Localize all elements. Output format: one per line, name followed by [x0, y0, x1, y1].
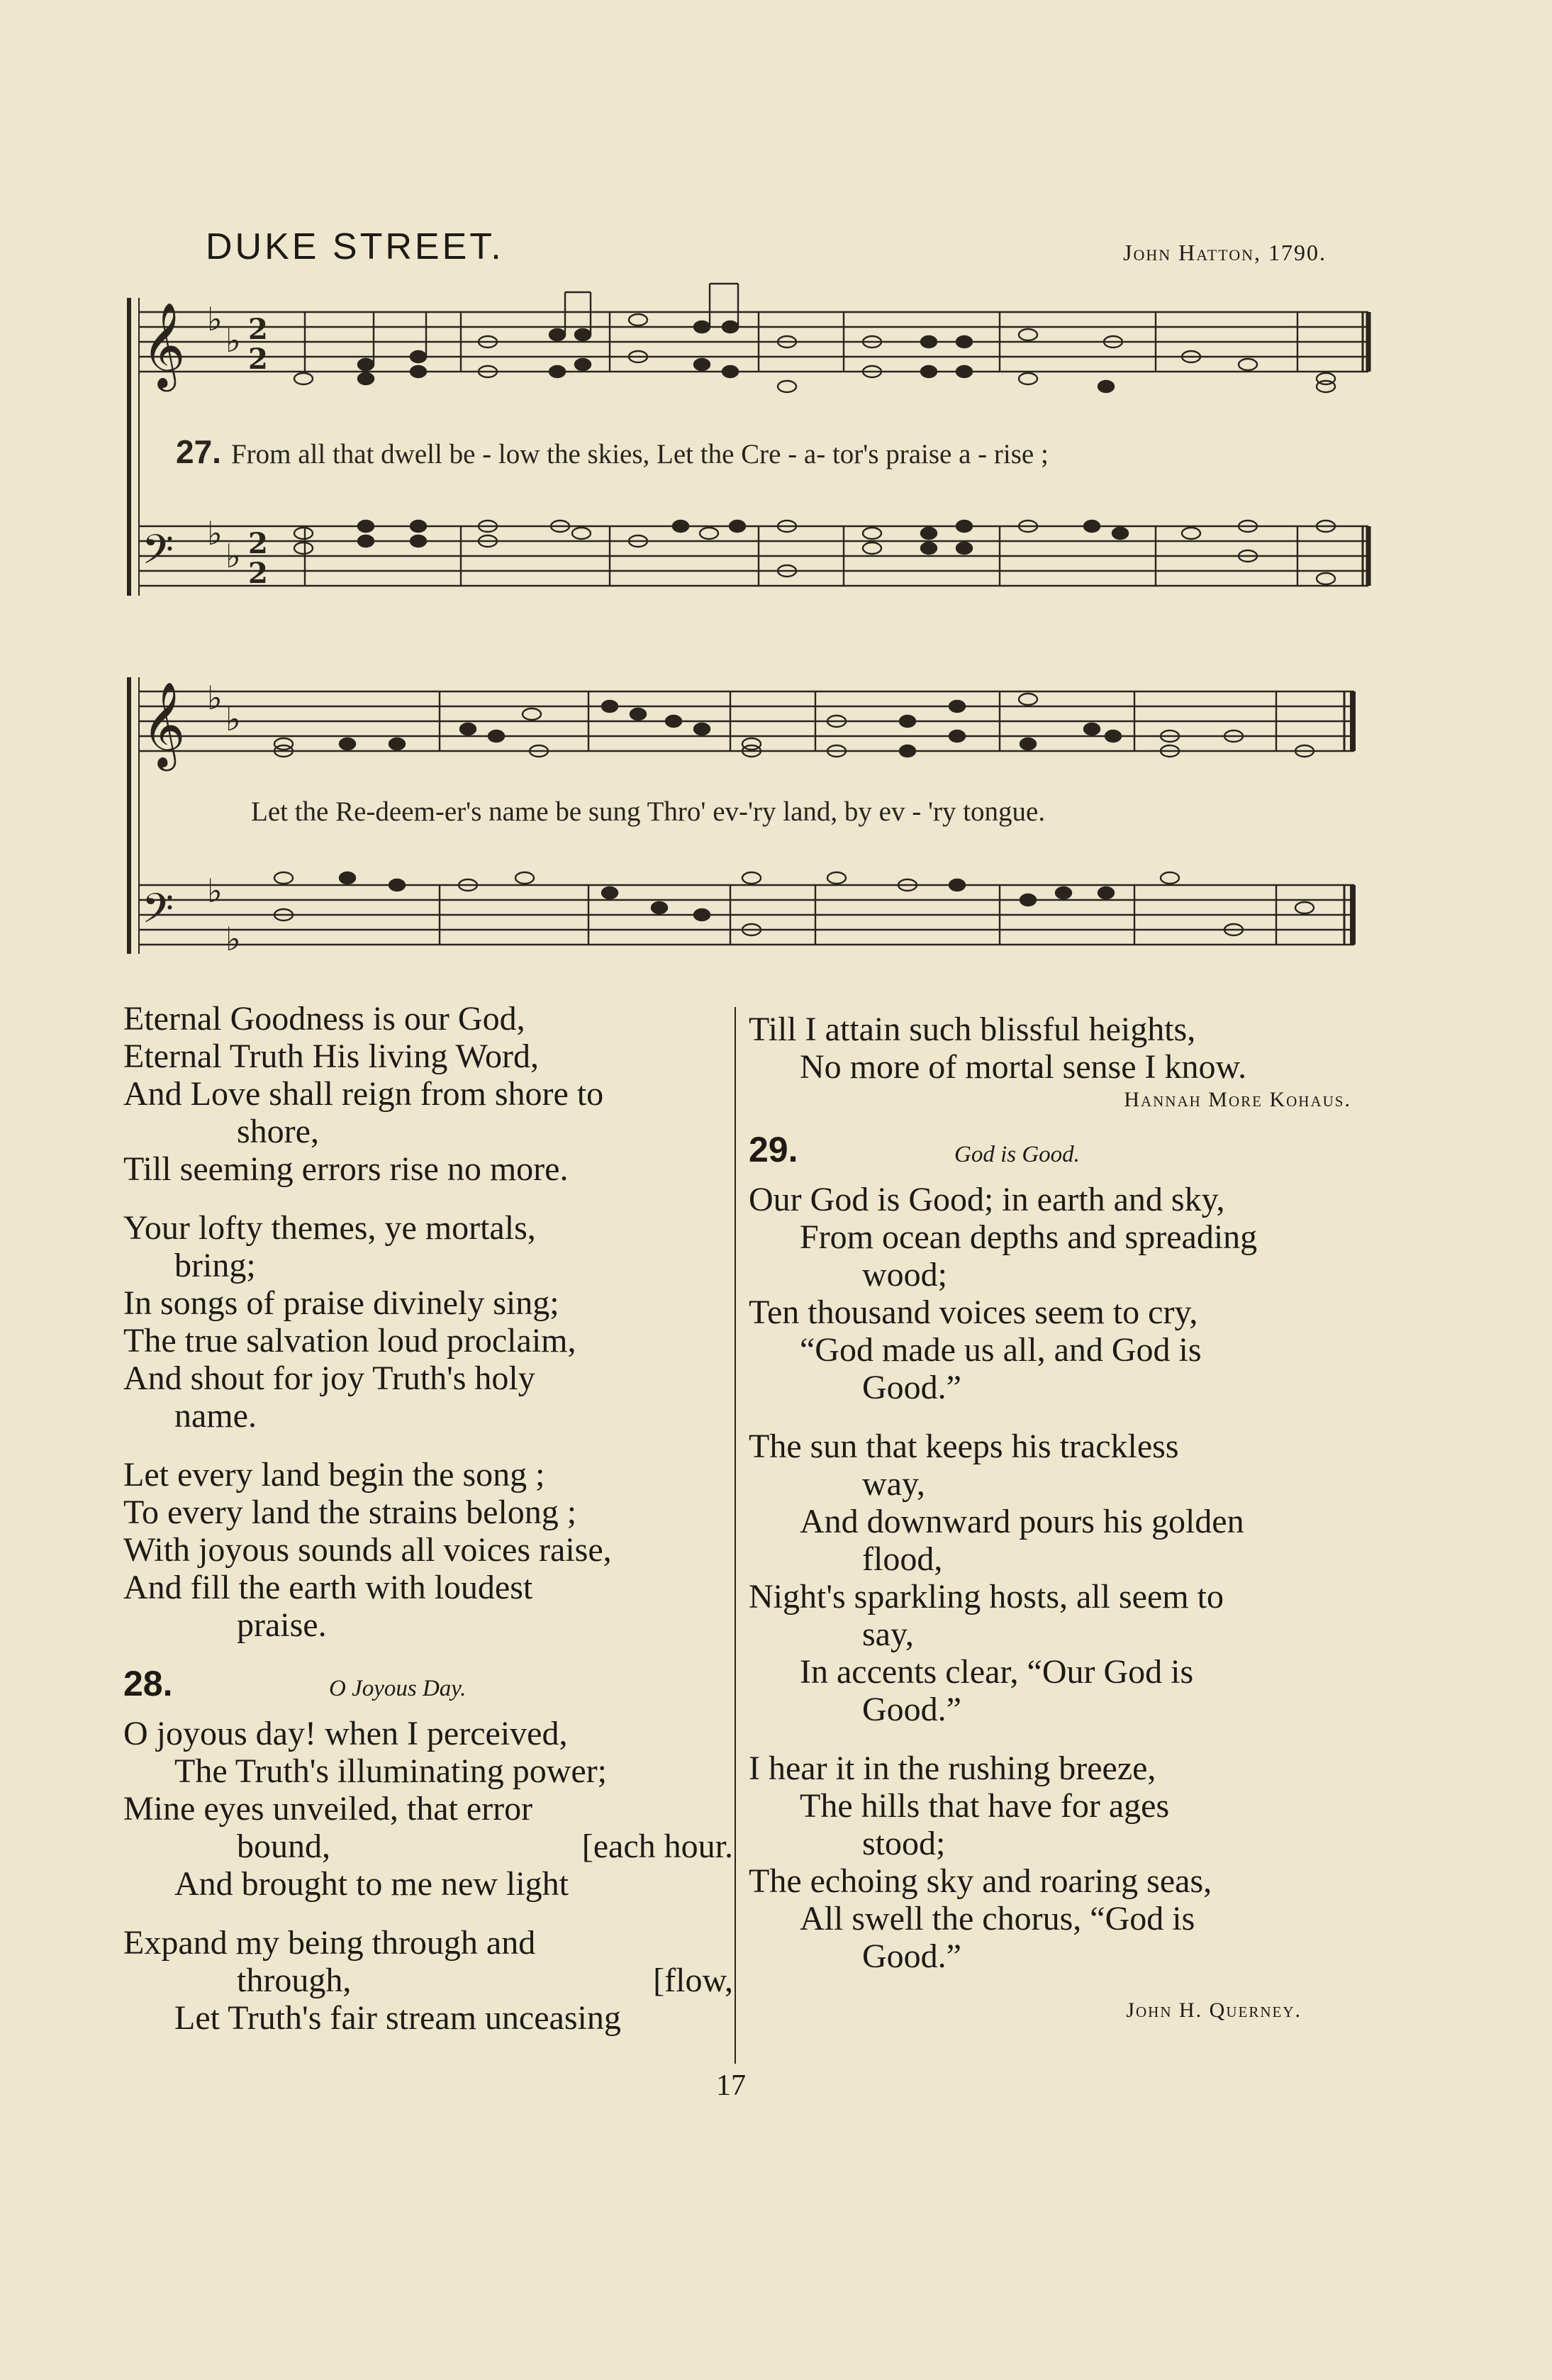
svg-text:♭: ♭	[225, 920, 241, 958]
verse-line: flood,	[862, 1540, 943, 1578]
verse-line: bring;	[174, 1247, 256, 1284]
verse-fragment: [each hour.	[581, 1828, 733, 1865]
left-column	[123, 1000, 733, 2058]
verse-line: Our God is Good; in earth and sky,	[749, 1181, 1225, 1218]
treble-staff-1	[139, 312, 1368, 372]
notes-bass-1	[294, 521, 1335, 584]
svg-text:𝄢: 𝄢	[142, 884, 174, 942]
verse-line: say,	[862, 1616, 914, 1653]
verse-line: praise.	[237, 1606, 327, 1644]
svg-text:♭: ♭	[207, 300, 223, 338]
verse-line: And shout for joy Truth's holy	[123, 1359, 535, 1397]
verse-line: Good.”	[862, 1937, 961, 1975]
verse-line: Your lofty themes, ye mortals,	[123, 1209, 536, 1247]
svg-text:2: 2	[248, 343, 268, 376]
hymn-27-number: 27.	[176, 433, 221, 470]
svg-text:♭: ♭	[207, 514, 223, 552]
verse-line	[123, 1828, 733, 1865]
column-divider	[735, 1007, 736, 2064]
verse-line: Good.”	[862, 1691, 961, 1728]
verse-line: stood;	[862, 1825, 946, 1862]
verse-line: Till I attain such blissful heights,	[749, 1011, 1196, 1048]
verse-line: From ocean depths and spreading	[800, 1218, 1258, 1256]
page-number: 17	[716, 2069, 746, 2102]
verse-line: Let Truth's fair stream unceasing	[174, 1999, 621, 2037]
hymn-27-verse-line-1: From all that dwell be - low the skies, Let the Cre - a- tor's praise a - rise ;	[230, 439, 1049, 469]
verse-line: With joyous sounds all voices raise,	[123, 1531, 612, 1569]
svg-text:♭: ♭	[207, 679, 223, 717]
verse-line: Till seeming errors rise no more.	[123, 1150, 569, 1188]
verse-line: Expand my being through and	[123, 1924, 536, 1962]
verse-line: Let every land begin the song ;	[123, 1456, 545, 1494]
svg-text:𝄢: 𝄢	[142, 526, 174, 584]
stanza	[749, 1750, 1366, 1975]
svg-text:♭: ♭	[225, 537, 241, 575]
verse-line: The echoing sky and roaring seas,	[749, 1862, 1212, 1900]
verse-line: The true salvation loud proclaim,	[123, 1322, 576, 1359]
svg-text:2: 2	[248, 313, 268, 346]
verse-line: No more of mortal sense I know.	[800, 1048, 1247, 1086]
verse-line: Mine eyes unveiled, that error	[123, 1790, 533, 1828]
hymn-28-number: 28.	[123, 1664, 173, 1703]
stanza	[123, 1456, 733, 1644]
svg-text:♭: ♭	[207, 872, 223, 910]
notes-treble-1	[294, 284, 1335, 392]
svg-text:♭: ♭	[225, 700, 241, 738]
verse-line: way,	[862, 1465, 925, 1503]
verse-line	[123, 1962, 733, 1999]
stanza	[123, 1924, 733, 2037]
right-column	[749, 1011, 1366, 2025]
author-credit: Hannah More Kohaus.	[1124, 1088, 1351, 1111]
verse-line: And brought to me new light	[174, 1865, 569, 1903]
verse-line: All swell the chorus, “God is	[800, 1900, 1195, 1937]
stanza	[749, 1011, 1366, 1086]
verse-fragment: bound,	[237, 1828, 330, 1865]
verse-line: In songs of praise divinely sing;	[123, 1284, 559, 1322]
verse-line: name.	[174, 1397, 257, 1435]
verse-line: “God made us all, and God is	[800, 1331, 1202, 1369]
stanza	[123, 1209, 733, 1435]
verse-line: I hear it in the rushing breeze,	[749, 1750, 1156, 1787]
verse-line: O joyous day! when I perceived,	[123, 1715, 568, 1752]
hymn-29-heading	[749, 1131, 1366, 1174]
hymn-28-heading	[123, 1665, 733, 1708]
hymn-29-number: 29.	[749, 1130, 798, 1169]
hymn-27-lyrics-line-2: Let the Re-deem-er's name be sung Thro' ev-'ry land, by ev - 'ry tongue.	[251, 796, 1046, 827]
verse-line: Eternal Truth His living Word,	[123, 1038, 539, 1075]
verse-line: And Love shall reign from shore to	[123, 1075, 604, 1113]
verse-fragment: through,	[237, 1962, 352, 1999]
verse-line: And downward pours his golden	[800, 1503, 1244, 1540]
verse-line: wood;	[862, 1256, 947, 1294]
verse-line: Ten thousand voices seem to cry,	[749, 1294, 1198, 1331]
svg-text:2: 2	[248, 557, 268, 590]
verse-line: To every land the strains belong ;	[123, 1494, 577, 1531]
svg-text:𝄞: 𝄞	[142, 301, 186, 388]
svg-text:𝄞: 𝄞	[142, 681, 186, 767]
stanza	[123, 1000, 733, 1188]
stanza	[749, 1181, 1366, 1406]
hymn-29-title: God is Good.	[954, 1142, 1080, 1167]
verse-line: Eternal Goodness is our God,	[123, 1000, 525, 1038]
hymn-27-lyrics-line-1	[176, 433, 1049, 471]
verse-line: Night's sparkling hosts, all seem to	[749, 1578, 1224, 1616]
svg-text:2: 2	[248, 527, 268, 560]
tune-title: DUKE STREET.	[206, 226, 504, 267]
verse-line: shore,	[237, 1113, 319, 1150]
composer-credit: John Hatton, 1790.	[1123, 240, 1327, 265]
hymn-28-title: O Joyous Day.	[329, 1676, 467, 1701]
music-score	[0, 0, 1552, 979]
stanza	[123, 1715, 733, 1903]
verse-line: Good.”	[862, 1369, 961, 1406]
author-credit: John H. Querney.	[1126, 1998, 1302, 2022]
verse-fragment: [flow,	[653, 1962, 733, 1999]
verse-line: The hills that have for ages	[800, 1787, 1170, 1825]
verse-line: And fill the earth with loudest	[123, 1569, 533, 1606]
stanza	[749, 1428, 1366, 1728]
verse-line: The sun that keeps his trackless	[749, 1428, 1179, 1465]
verse-line: In accents clear, “Our God is	[800, 1653, 1194, 1691]
svg-text:♭: ♭	[225, 321, 241, 360]
verse-line: The Truth's illuminating power;	[174, 1752, 607, 1790]
bass-staff-1	[139, 526, 1368, 586]
